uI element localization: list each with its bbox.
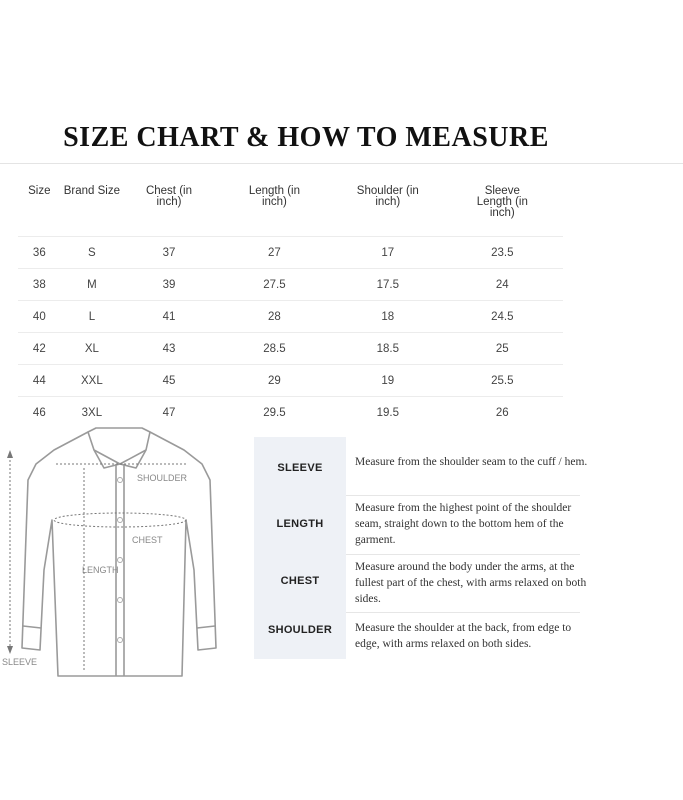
cell-shoulder: 19 — [334, 365, 442, 397]
measure-divider — [346, 612, 580, 613]
cell-length: 28 — [215, 301, 334, 333]
sleeve-label: SLEEVE — [2, 657, 38, 667]
measure-desc: Measure from the shoulder seam to the cuff / hem. — [355, 456, 588, 468]
cell-sleeve: 25.5 — [442, 365, 563, 397]
header-length: Length (in inch) — [215, 180, 334, 237]
table-row — [18, 301, 563, 333]
cell-length: 29.5 — [263, 406, 286, 419]
cell-size: 42 — [18, 333, 61, 365]
cell-shoulder: 17 — [334, 237, 442, 269]
cell-chest: 47 — [162, 406, 176, 419]
size-table — [18, 180, 563, 428]
measure-divider — [346, 554, 580, 555]
cell-chest: 41 — [123, 301, 215, 333]
cell-brand-size: 3XL — [81, 406, 103, 419]
cell-brand-size: XXL — [61, 365, 124, 397]
cell-sleeve: 23.5 — [442, 237, 563, 269]
title-divider — [0, 163, 683, 164]
measure-desc: Measure from the highest point of the shoulder seam, straight down to the bottom hem of the garment. — [355, 502, 572, 546]
chest-guide — [54, 513, 186, 527]
header-shoulder: Shoulder (in inch) — [334, 180, 442, 237]
cell-shoulder: 19.5 — [376, 406, 399, 419]
cell-chest: 45 — [123, 365, 215, 397]
cell-length: 29 — [215, 365, 334, 397]
measure-label: CHEST — [280, 575, 320, 587]
table-row — [18, 237, 563, 269]
header-brand-size: Brand Size — [61, 180, 124, 237]
cell-brand-size: S — [61, 237, 124, 269]
shirt-outline — [22, 432, 216, 676]
cell-size: 38 — [18, 269, 61, 301]
cell-length: 27.5 — [215, 269, 334, 301]
cell-size: 36 — [18, 237, 61, 269]
measure-desc: Measure around the body under the arms, at the fullest part of the chest, with arms relaxed on both sides. — [355, 561, 587, 605]
cell-sleeve: 24 — [442, 269, 563, 301]
chest-label: CHEST — [132, 535, 163, 545]
measure-label: SHOULDER — [267, 624, 333, 636]
cell-brand-size: L — [61, 301, 124, 333]
table-row — [18, 333, 563, 365]
cell-brand-size: XL — [61, 333, 124, 365]
measure-divider — [346, 495, 580, 496]
cell-length: 28.5 — [215, 333, 334, 365]
measure-desc: Measure the shoulder at the back, from edge to edge, with arms relaxed on both sides. — [355, 622, 572, 650]
cell-shoulder: 17.5 — [334, 269, 442, 301]
cell-length: 27 — [215, 237, 334, 269]
cell-shoulder: 18.5 — [334, 333, 442, 365]
cell-size: 44 — [18, 365, 61, 397]
cell-chest: 43 — [123, 333, 215, 365]
cell-brand-size: M — [61, 269, 124, 301]
table-header-row — [18, 180, 563, 237]
table-row — [18, 365, 563, 397]
header-size: Size — [18, 180, 61, 237]
cell-size: 40 — [18, 301, 61, 333]
shoulder-label: SHOULDER — [137, 473, 188, 483]
length-label: LENGTH — [82, 565, 119, 575]
cell-sleeve: 26 — [495, 406, 509, 419]
cell-sleeve: 24.5 — [442, 301, 563, 333]
cell-chest: 39 — [123, 269, 215, 301]
header-sleeve-length: Sleeve Length (in inch) — [442, 180, 563, 237]
cell-size: 46 — [32, 406, 46, 419]
header-chest: Chest (in inch) — [123, 180, 215, 237]
shirt-diagram — [0, 420, 250, 680]
measure-label: SLEEVE — [277, 462, 323, 474]
measure-label: LENGTH — [276, 518, 324, 530]
cell-chest: 37 — [123, 237, 215, 269]
page-title: SIZE CHART & HOW TO MEASURE — [63, 122, 549, 153]
table-row — [18, 269, 563, 301]
cell-sleeve: 25 — [442, 333, 563, 365]
cell-shoulder: 18 — [334, 301, 442, 333]
